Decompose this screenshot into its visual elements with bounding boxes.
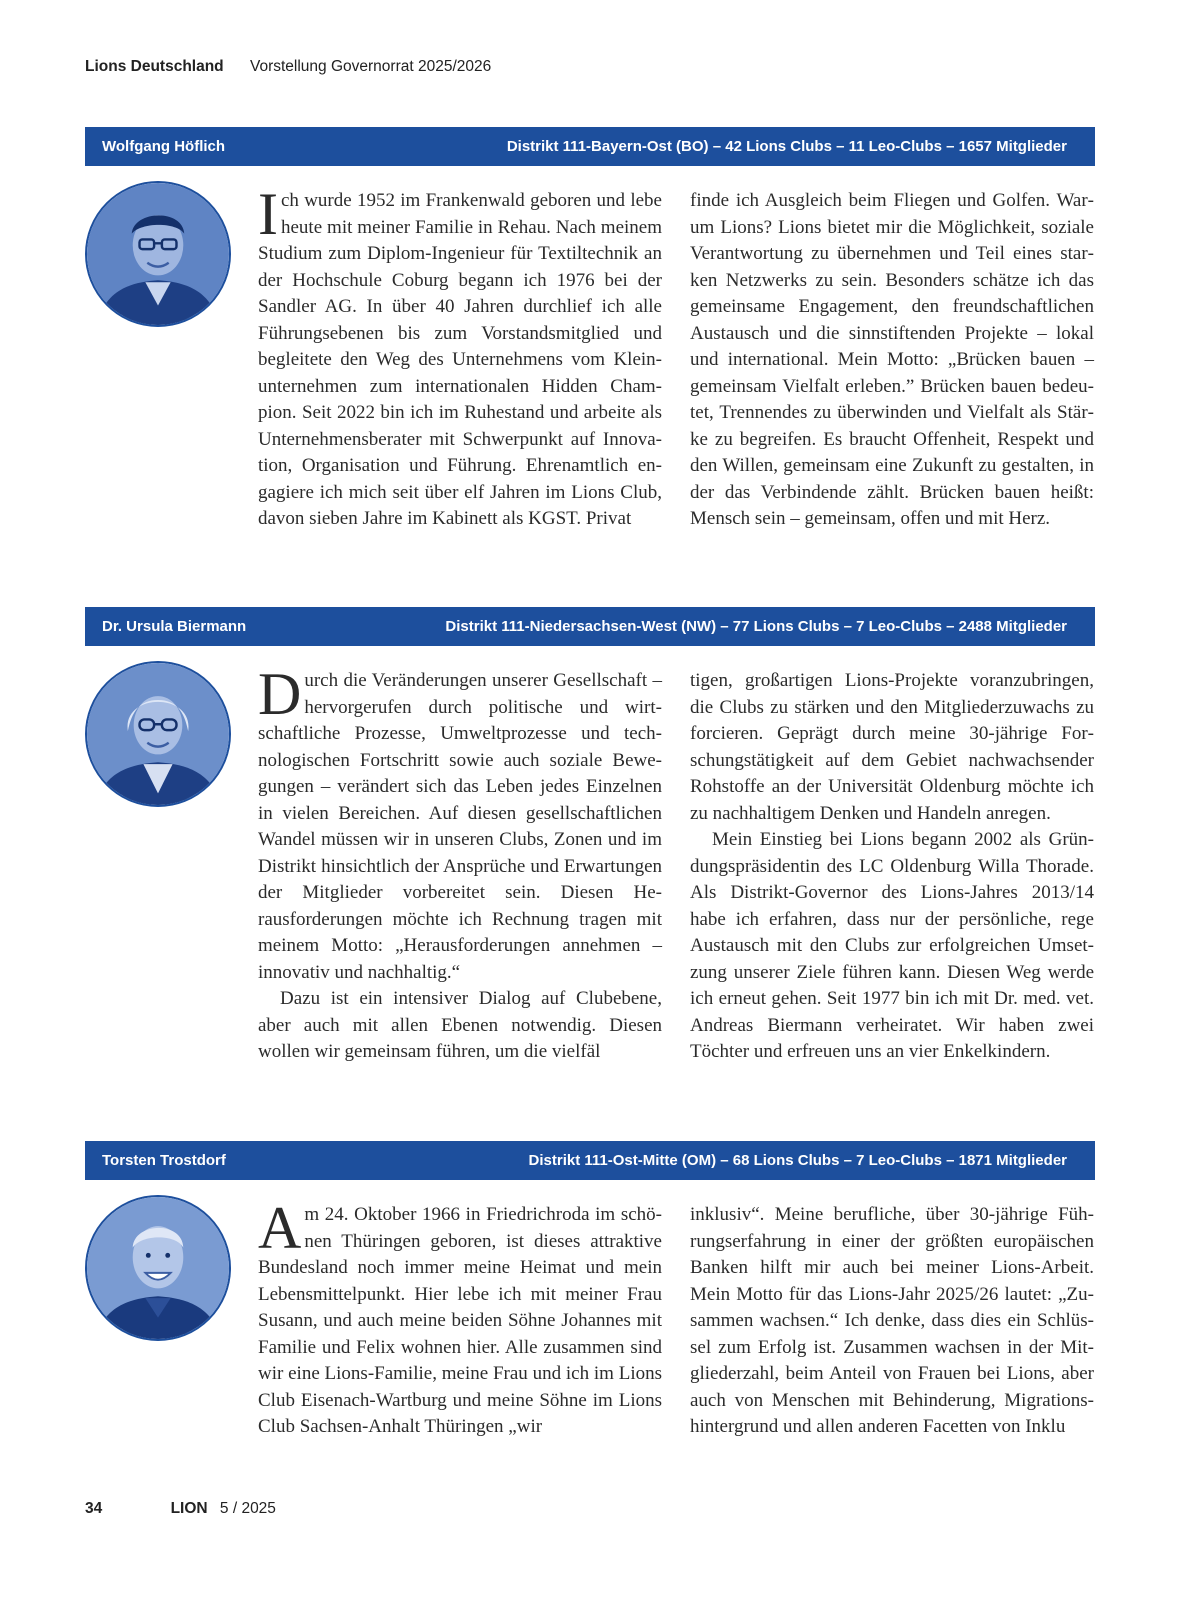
magazine-name: LION [170,1500,208,1517]
portrait-photo [85,661,231,807]
profile-banner [85,127,1095,166]
text-column-right [690,188,1094,533]
text-column-right [690,1202,1094,1441]
body-paragraph: ch wurde 1952 im Frankenwald geboren und lebe heute mit meiner Familie in Rehau. Nach meinem Studium zum Diplom-Ingenieur für Textiltechnik an der Hochschule Coburg begann ich 1976 bei der Sandler AG. In über 40 Jahren durchlief ich alle Führungsebenen bis zum Vorstandsmitglied und begleitete den Weg des Unternehmens vom Kleinunternehmen zum internationalen Hidden Champion. Seit 2022 bin ich im Ruhestand und arbeite als Unternehmensberater mit Schwerpunkt auf Innovation, Organisation und Führung. Ehrenamtlich engagiere ich mich seit über elf Jahren im Lions Club, davon sieben Jahre im Kabinett als KGST. Privat [258,190,662,529]
portrait-woman-glasses-icon [87,663,229,805]
body-paragraph: m 24. Oktober 1966 in Friedrichroda im schönen Thüringen geboren, ist dieses attraktive Bundesland noch immer meine Heimat und mein Lebensmittelpunkt. Hier lebe ich mit meiner Frau Susann, und auch meine beiden Söhne Johannes mit Familie und Felix wohnen hier. Alle zusammen sind wir eine Lions-Familie, meine Frau und ich im Lions Club Eisenach-Wartburg und meine Söhne im Lions Club Sachsen-Anhalt Thüringen „wir [258,1204,662,1437]
portrait-man-glasses-icon [87,183,229,325]
portrait-photo [85,1195,231,1341]
issue-number: 5 / 2025 [219,1500,276,1517]
drop-cap: A [258,1195,302,1261]
profile-name: Torsten Trostdorf [102,1152,226,1169]
body-paragraph: tigen, großartigen Lions-Projekte voranzubringen, die Clubs zu stärken und den Mitgliederzuwachs zu forcieren. Geprägt durch meine 30-jährige Forschungstätigkeit auf dem Gebiet nachwachsender Rohstoffe an der Universität Oldenburg möchte ich zu nachhaltigem Denken und Handeln anregen. [690,670,1094,824]
drop-cap: I [258,181,278,247]
brand-label: Lions Deutschland [85,58,224,75]
district-info: Distrikt 111-Niedersachsen-West (NW) – 77 Lions Clubs – 7 Leo-Clubs – 2488 Mitglieder [445,618,1067,635]
profile-name: Dr. Ursula Biermann [102,618,247,635]
profile-name: Wolfgang Höflich [102,138,226,155]
body-paragraph: Mein Einstieg bei Lions begann 2002 als Gründungspräsidentin des LC Oldenburg Willa Thorade. Als Distrikt-Governor des Lions-Jahres 2013/14 habe ich erfahren, dass nur der persönliche, rege Austausch mit den Clubs zur erfolgreichen Umsetzung unserer Ziele führen kann. Diesen Weg werde ich erneut gehen. Seit 1977 bin ich mit Dr. med. vet. Andreas Biermann verheiratet. Wir haben zwei Töchter und erfreuen uns an vier Enkelkindern. [690,829,1094,1062]
body-paragraph: finde ich Ausgleich beim Fliegen und Golfen. Warum Lions? Lions bietet mir die Möglichkeit, soziale Verantwortung zu übernehmen und Teil eines starken Netzwerks zu sein. Besonders schätze ich das gemeinsame Engagement, den freundschaftlichen Austausch und die sinnstiftenden Projekte – lokal und international. Mein Motto: „Brücken bauen – gemeinsam Vielfalt erleben.” Brücken bauen bedeutet, Trennendes zu überwinden und Vielfalt als Stärke zu begreifen. Es braucht Offenheit, Respekt und den Willen, gemeinsam eine Zukunft zu gestalten, in der das Verbindende zählt. Brücken bauen heißt: Mensch sein – gemeinsam, offen und mit Herz. [690,190,1094,529]
portrait-man-smiling-icon [87,1197,229,1339]
text-column-right [690,668,1094,1066]
profile-banner [85,607,1095,646]
body-paragraph: inklusiv“. Meine berufliche, über 30-jährige Führungserfahrung in einer der größten europäischen Banken hilft mir auch bei meiner Lions-Arbeit. Mein Motto für das Lions-Jahr 2025/26 lautet: „Zusammen wachsen.“ Ich denke, dass dies ein Schlüssel zum Erfolg ist. Zusammen wachsen in der Mitgliederzahl, beim Anteil von Frauen bei Lions, aber auch von Menschen mit Behinderung, Migrationshintergrund und allen anderen Facetten von Inklu [690,1204,1094,1437]
page-number: 34 [85,1500,103,1517]
district-info: Distrikt 111-Bayern-Ost (BO) – 42 Lions Clubs – 11 Leo-Clubs – 1657 Mitglieder [506,138,1067,155]
page-header [85,58,491,76]
drop-cap: D [258,661,302,727]
district-info: Distrikt 111-Ost-Mitte (OM) – 68 Lions Clubs – 7 Leo-Clubs – 1871 Mitglieder [528,1152,1067,1169]
section-label: Vorstellung Governorrat 2025/2026 [249,58,492,75]
portrait-photo [85,181,231,327]
text-column-left [258,661,662,1066]
page-footer [85,1500,276,1518]
text-column-left [258,1195,662,1441]
body-paragraph: urch die Veränderungen unserer Gesellschaft – hervorgerufen durch politische und wirtschaftliche Prozesse, Umweltprozesse und technologischen Fortschritt sowie auch soziale Bewegungen – verändert sich das Leben jedes Einzelnen in vielen Bereichen. Auf diesen gesellschaftlichen Wandel müssen wir in unseren Clubs, Zonen und im Distrikt hinsichtlich der Ansprüche und Erwartungen der Mitglieder vorbereitet sein. Diesen Herausforderungen möchte ich Rechnung tragen mit meinem Motto: „Herausforderungen annehmen – innovativ und nachhaltig.“ [258,670,662,983]
profile-banner [85,1141,1095,1180]
text-column-left [258,181,662,533]
body-paragraph: Dazu ist ein intensiver Dialog auf Clubebene, aber auch mit allen Ebenen notwendig. Diesen wollen wir gemeinsam führen, um die vielfäl [258,988,662,1062]
